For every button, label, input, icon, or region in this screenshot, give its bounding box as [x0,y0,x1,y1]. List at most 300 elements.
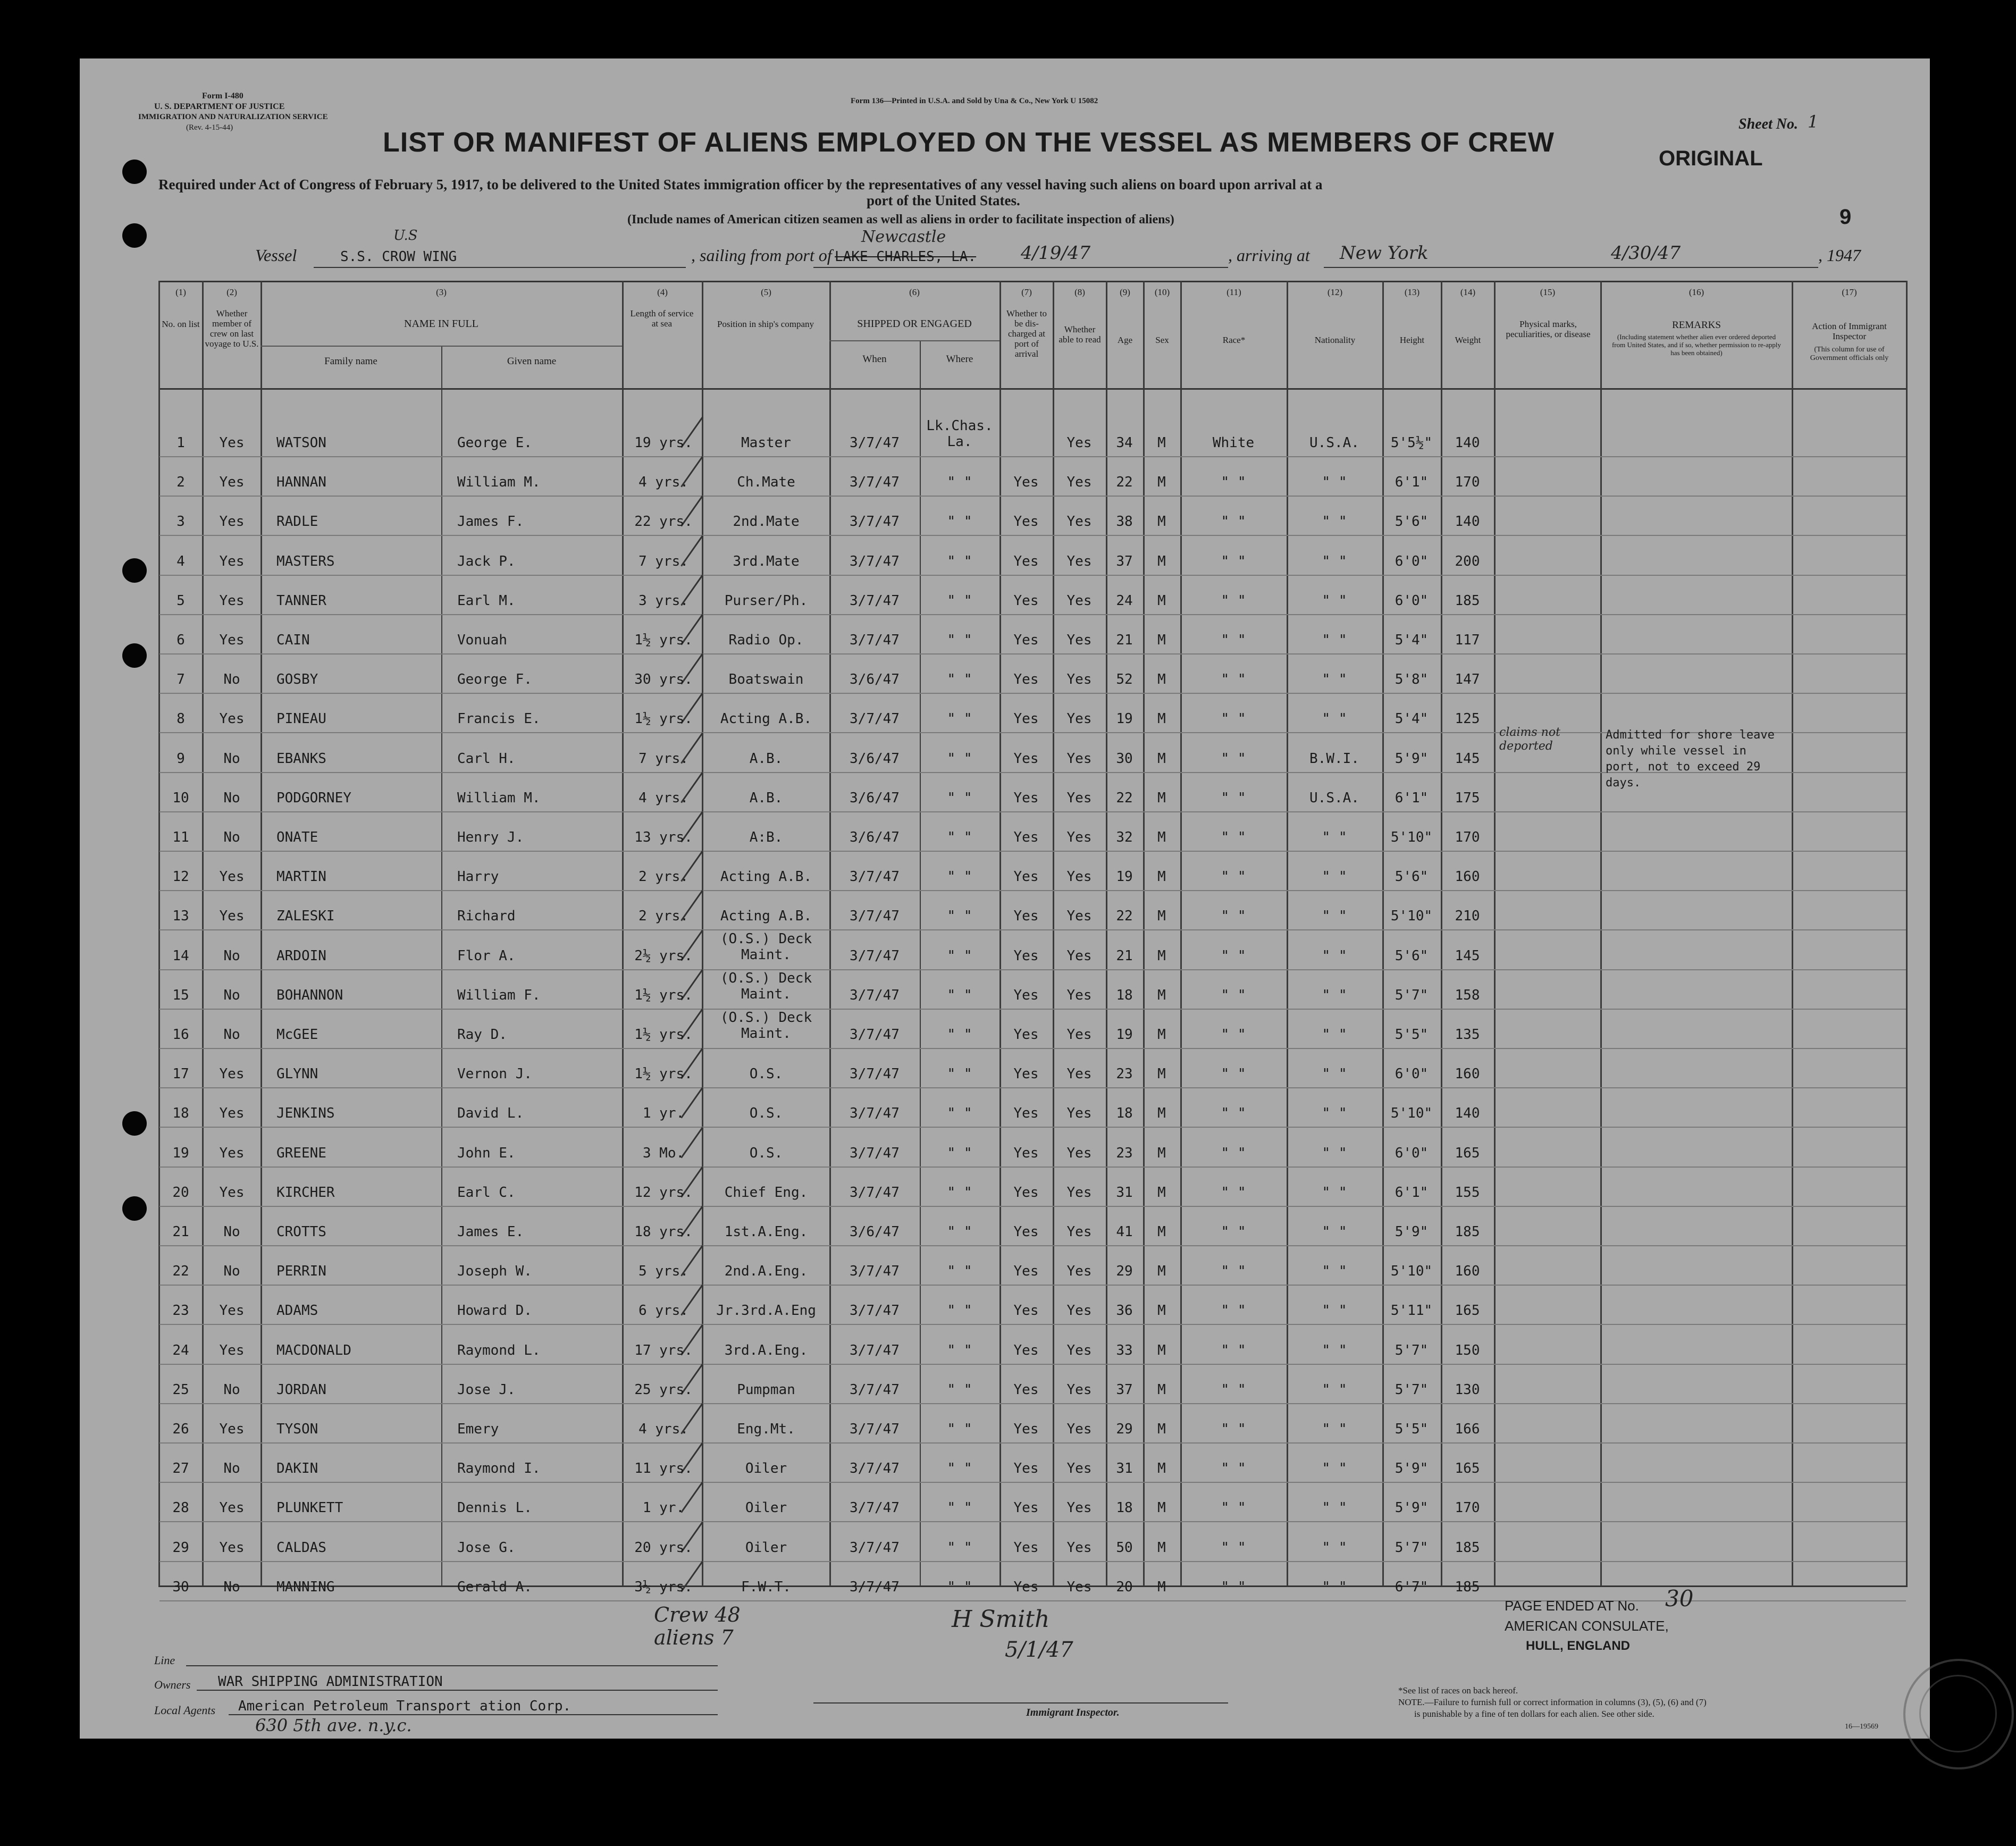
row-given: Howard D. [457,1303,532,1319]
row-given: Flor A. [457,947,516,964]
row-read: Yes [1066,947,1092,964]
row-rule [159,614,1906,615]
row-nat: " " [1322,947,1347,964]
row-race: " " [1221,750,1246,767]
row-no: 8 [177,711,185,727]
row-age: 41 [1116,1224,1133,1240]
row-sex: M [1157,1539,1166,1556]
row-where: " " [947,632,972,648]
row-family: RADLE [276,514,318,530]
col-header-position: Position in ship's company [717,319,814,329]
row-disch: Yes [1013,1263,1039,1280]
row-race: " " [1221,1303,1246,1319]
row-where: " " [947,750,972,767]
row-race: " " [1221,1421,1246,1437]
row-when: 3/7/47 [850,514,900,530]
row-length: 3 yrs. [639,592,688,609]
row-family: MACDONALD [276,1342,351,1358]
row-position: Boatswain [728,672,804,688]
row-read: Yes [1066,514,1092,530]
row-given: Jose J. [457,1381,516,1398]
row-weight: 170 [1455,1500,1480,1516]
row-race: " " [1221,869,1246,885]
row-weight: 185 [1455,1224,1480,1240]
row-length: 1½ yrs. [634,1066,693,1083]
col-num-15: (15) [1540,287,1556,297]
row-when: 3/7/47 [850,1066,900,1083]
row-length: 22 yrs. [634,514,693,530]
row-disch: Yes [1013,987,1039,1003]
row-disch: Yes [1013,672,1039,688]
line-label: Line [154,1654,175,1667]
row-age: 31 [1116,1184,1133,1201]
row-race: " " [1221,1066,1246,1083]
row-when: 3/7/47 [850,1579,900,1595]
aliens-count: aliens 7 [654,1626,734,1649]
row-race: " " [1221,711,1246,727]
row-race: " " [1221,987,1246,1003]
row-nat: " " [1322,987,1347,1003]
year: , 1947 [1818,246,1861,265]
row-when: 3/7/47 [850,711,900,727]
agents-label: Local Agents [154,1704,216,1717]
row-height: 5'10" [1390,1105,1433,1122]
row-when: 3/7/47 [850,632,900,648]
row-height: 5'7" [1395,1381,1429,1398]
row-read: Yes [1066,672,1092,688]
row-when: 3/7/47 [850,1145,900,1161]
row-given: Richard [457,908,516,925]
fine-note-2: is punishable by a fine of ten dollars for each alien. See other side. [1414,1709,1654,1719]
row-rule [159,1206,1906,1207]
row-where: " " [947,474,972,491]
row-family: KIRCHER [276,1184,335,1201]
row-race: " " [1221,632,1246,648]
row-where: " " [947,672,972,688]
page-mark: 9 [1839,205,1852,229]
row-weight: 200 [1455,553,1480,569]
manifest-sheet [80,58,1930,1739]
row-member: Yes [219,435,245,451]
row-rule [159,653,1906,655]
row-disch: Yes [1013,1381,1039,1398]
row-rule [159,1403,1906,1404]
row-nat: U.S.A. [1309,435,1359,451]
col-num-8: (8) [1074,287,1085,297]
row-no: 29 [172,1539,189,1556]
row-rule [159,811,1906,812]
row-no: 12 [172,869,189,885]
row-disch: Yes [1013,1500,1039,1516]
row-when: 3/7/47 [850,987,900,1003]
row-height: 5'8" [1395,672,1429,688]
punch-hole [122,1196,147,1221]
immigrant-inspector-label: Immigrant Inspector. [1026,1707,1120,1718]
arriving-label: , arriving at [1228,246,1310,265]
row-given: Joseph W. [457,1263,532,1280]
row-nat: " " [1322,1303,1347,1319]
row-disch: Yes [1013,908,1039,925]
row-weight: 140 [1455,1105,1480,1122]
col-header-physical: Physical marks, peculiarities, or disease [1506,319,1591,339]
row-weight: 135 [1455,1027,1480,1043]
row-height: 5'5" [1395,1027,1429,1043]
row-length: 2 yrs. [639,869,688,885]
row-family: ONATE [276,829,318,845]
row-position: Pumpman [737,1381,795,1398]
row-disch: Yes [1013,750,1039,767]
row-read: Yes [1066,1342,1092,1358]
row-member: No [223,790,240,806]
col-header-when: When [862,354,887,365]
row-where: " " [947,1461,972,1477]
row-member: No [223,1263,240,1280]
row-weight: 160 [1455,1263,1480,1280]
row-rule [159,575,1906,576]
row-height: 5'9" [1395,750,1429,767]
row-position: Ch.Mate [737,474,795,491]
row-position: A:B. [749,829,783,845]
row-rule [159,1324,1906,1325]
row-race: " " [1221,672,1246,688]
row-family: ZALESKI [276,908,335,925]
row-read: Yes [1066,711,1092,727]
sheet-label: Sheet No. [1738,116,1798,132]
row-given: Earl M. [457,592,516,609]
row-weight: 160 [1455,869,1480,885]
row-when: 3/6/47 [850,790,900,806]
row-where: " " [947,1145,972,1161]
row-no: 30 [172,1579,189,1595]
row-when: 3/7/47 [850,1342,900,1358]
row-position: A.B. [749,750,783,767]
row-given: Henry J. [457,829,524,845]
row-no: 17 [172,1066,189,1083]
row-age: 32 [1116,829,1133,845]
row-race: " " [1221,1539,1246,1556]
row-where: " " [947,1263,972,1280]
punch-hole [122,558,147,583]
row-sex: M [1157,1027,1166,1043]
consulate-seal-inner [1919,1675,1997,1752]
col-num-16: (16) [1689,287,1704,297]
row-no: 26 [172,1421,189,1437]
row-member: No [223,672,240,688]
row-weight: 170 [1455,474,1480,491]
row-sex: M [1157,592,1166,609]
row-race: " " [1221,1263,1246,1280]
col-num-1: (1) [175,287,186,297]
row-where: " " [947,553,972,569]
row-position: O.S. [749,1066,783,1083]
row-no: 13 [172,908,189,925]
row-rule [159,1600,1906,1601]
row-family: ARDOIN [276,947,326,964]
row-disch: Yes [1013,947,1039,964]
row-age: 18 [1116,1105,1133,1122]
row-height: 5'9" [1395,1461,1429,1477]
row-no: 5 [177,592,185,609]
row-nat: " " [1322,1027,1347,1043]
fine-note-1: NOTE.—Failure to furnish full or correct information in columns (3), (5), (6) and (7) [1398,1697,1707,1707]
row-sex: M [1157,1263,1166,1280]
row-no: 23 [172,1303,189,1319]
row-height: 5'9" [1395,1224,1429,1240]
row-no: 27 [172,1461,189,1477]
col-header-discharged: Whether to be dis-charged at port of arrival [1006,308,1047,359]
row-position: Chief Eng. [724,1184,808,1201]
row-length: 11 yrs. [634,1461,693,1477]
row-where: " " [947,1303,972,1319]
row-position: Radio Op. [728,632,804,648]
row-race: " " [1221,1224,1246,1240]
row-where: " " [947,829,972,845]
arriving-date: 4/30/47 [1611,242,1681,264]
row-read: Yes [1066,869,1092,885]
row-disch: Yes [1013,632,1039,648]
row-read: Yes [1066,908,1092,925]
col-header-race: Race* [1222,335,1246,345]
row-when: 3/6/47 [850,1224,900,1240]
row-member: Yes [219,1066,245,1083]
row-family: McGEE [276,1027,318,1043]
row-family: GOSBY [276,672,318,688]
row-nat: " " [1322,1461,1347,1477]
row-race: " " [1221,790,1246,806]
row-height: 5'4" [1395,711,1429,727]
row-disch: Yes [1013,790,1039,806]
col-num-2: (2) [226,287,237,297]
row-length: 25 yrs. [634,1381,693,1398]
row-rule [159,1561,1906,1562]
row-read: Yes [1066,1421,1092,1437]
row-sex: M [1157,947,1166,964]
row-given: Jose G. [457,1539,516,1556]
row-nat: " " [1322,711,1347,727]
row-age: 38 [1116,514,1133,530]
row-disch: Yes [1013,1184,1039,1201]
row-weight: 140 [1455,435,1480,451]
row-nat: U.S.A. [1309,790,1359,806]
row-family: GREENE [276,1145,326,1161]
row-given: William M. [457,474,541,491]
row-nat: " " [1322,1421,1347,1437]
row-disch: Yes [1013,1342,1039,1358]
row-member: Yes [219,592,245,609]
department: U. S. DEPARTMENT OF JUSTICE [154,102,285,111]
row-weight: 145 [1455,947,1480,964]
row-where: " " [947,869,972,885]
row-age: 37 [1116,1381,1133,1398]
row-family: PLUNKETT [276,1500,343,1516]
row-weight: 175 [1455,790,1480,806]
row-no: 20 [172,1184,189,1201]
row-age: 29 [1116,1421,1133,1437]
row-disch: Yes [1013,1105,1039,1122]
sailing-label: , sailing from port of [691,246,832,265]
row-nat: " " [1322,1579,1347,1595]
row-family: JENKINS [276,1105,335,1122]
row-sex: M [1157,1500,1166,1516]
row-position: 2nd.A.Eng. [724,1263,808,1280]
row-position: (O.S.) Deck Maint. [720,970,812,1002]
row-height: 6'0" [1395,592,1429,609]
row-no: 10 [172,790,189,806]
row-weight: 140 [1455,514,1480,530]
row-height: 5'6" [1395,869,1429,885]
col-header-read: Whether able to read [1059,324,1101,345]
row-sex: M [1157,553,1166,569]
row-rule [159,1048,1906,1049]
arriving-port: New York [1340,242,1429,264]
row-race: " " [1221,1579,1246,1595]
row-when: 3/7/47 [850,1105,900,1122]
sailing-port-struck: LAKE CHARLES, LA. [835,249,977,265]
row-no: 4 [177,553,185,569]
row-height: 5'11" [1390,1303,1433,1319]
row-when: 3/7/47 [850,1184,900,1201]
row-when: 3/7/47 [850,1539,900,1556]
row-member: No [223,947,240,964]
row-sex: M [1157,632,1166,648]
remarks-note: Admitted for shore leave only while vessel in port, not to exceed 29 days. [1606,728,1775,790]
row-read: Yes [1066,1066,1092,1083]
row-when: 3/6/47 [850,829,900,845]
punch-hole [122,643,147,668]
row-position: Master [741,435,791,451]
row-nat: " " [1322,474,1347,491]
form-number: Form I-480 [202,91,243,100]
form-title: LIST OR MANIFEST OF ALIENS EMPLOYED ON THE VESSEL AS MEMBERS OF CREW [383,127,1555,158]
row-weight: 145 [1455,750,1480,767]
consulate-city: HULL, ENGLAND [1526,1639,1630,1653]
row-disch: Yes [1013,1224,1039,1240]
row-weight: 165 [1455,1461,1480,1477]
col-num-11: (11) [1227,287,1241,297]
row-height: 5'5" [1395,1421,1429,1437]
row-where: " " [947,1066,972,1083]
row-age: 20 [1116,1579,1133,1595]
col-header-where: Where [946,354,973,365]
row-age: 18 [1116,1500,1133,1516]
row-disch: Yes [1013,1579,1039,1595]
row-nat: " " [1322,1500,1347,1516]
row-read: Yes [1066,592,1092,609]
col-num-10: (10) [1154,287,1170,297]
row-when: 3/6/47 [850,750,900,767]
row-length: 6 yrs. [639,1303,688,1319]
include-note: (Include names of American citizen seamen as well as aliens in order to facilitate inspection of aliens) [627,213,1174,226]
row-rule [159,969,1906,970]
row-given: Dennis L. [457,1500,532,1516]
row-weight: 210 [1455,908,1480,925]
row-length: 12 yrs. [634,1184,693,1201]
row-where: " " [947,711,972,727]
col-num-17: (17) [1842,287,1857,297]
row-member: No [223,750,240,767]
row-height: 5'7" [1395,987,1429,1003]
row-no: 21 [172,1224,189,1240]
required-line-1: Required under Act of Congress of February 5, 1917, to be delivered to the United States immigration officer by the representatives of any vessel having such aliens on board upon arrival at a [158,177,1323,192]
col-header-nationality: Nationality [1314,335,1356,345]
col-header-given: Given name [507,356,557,367]
row-position: (O.S.) Deck Maint. [720,930,812,963]
owners-label: Owners [154,1678,191,1691]
row-nat: " " [1322,672,1347,688]
row-read: Yes [1066,1461,1092,1477]
punch-hole [122,1111,147,1136]
row-age: 22 [1116,474,1133,491]
row-member: Yes [219,1145,245,1161]
row-no: 2 [177,474,185,491]
col-header-sex: Sex [1155,335,1169,345]
row-nat: " " [1322,1066,1347,1083]
row-length: 19 yrs. [634,435,693,451]
row-height: 6'1" [1395,474,1429,491]
row-when: 3/7/47 [850,947,900,964]
row-nat: " " [1322,514,1347,530]
row-no: 28 [172,1500,189,1516]
row-nat: " " [1322,829,1347,845]
row-member: Yes [219,553,245,569]
row-weight: 160 [1455,1066,1480,1083]
row-member: Yes [219,711,245,727]
col-header-action: Action of Immigrant Inspector [1812,321,1887,341]
service: IMMIGRATION AND NATURALIZATION SERVICE [138,113,328,121]
row-family: MASTERS [276,553,335,569]
row-sex: M [1157,908,1166,925]
row-where: " " [947,790,972,806]
row-age: 19 [1116,711,1133,727]
row-height: 5'7" [1395,1342,1429,1358]
row-race: " " [1221,1105,1246,1122]
row-sex: M [1157,1342,1166,1358]
row-rule [159,1482,1906,1483]
original-stamp: ORIGINAL [1659,147,1763,170]
row-height: 6'0" [1395,1066,1429,1083]
row-rule [159,851,1906,852]
row-weight: 125 [1455,711,1480,727]
row-rule [159,1521,1906,1522]
row-age: 23 [1116,1145,1133,1161]
row-age: 23 [1116,1066,1133,1083]
row-read: Yes [1066,987,1092,1003]
row-height: 5'6" [1395,947,1429,964]
row-sex: M [1157,711,1166,727]
row-disch: Yes [1013,1027,1039,1043]
row-age: 31 [1116,1461,1133,1477]
row-rule [159,929,1906,930]
inspector-date: 5/1/47 [1005,1638,1073,1662]
row-height: 6'1" [1395,790,1429,806]
row-nat: " " [1322,1381,1347,1398]
physical-note: claims not deported [1499,726,1560,753]
row-sex: M [1157,1461,1166,1477]
row-rule [159,1127,1906,1128]
row-member: Yes [219,869,245,885]
row-weight: 166 [1455,1421,1480,1437]
row-family: MARTIN [276,869,326,885]
row-when: 3/7/47 [850,474,900,491]
row-when: 3/7/47 [850,1421,900,1437]
row-position: Oiler [745,1500,787,1516]
row-read: Yes [1066,1184,1092,1201]
row-read: Yes [1066,1500,1092,1516]
row-age: 29 [1116,1263,1133,1280]
row-position: Acting A.B. [720,711,812,727]
row-weight: 158 [1455,987,1480,1003]
punch-hole [122,160,147,184]
